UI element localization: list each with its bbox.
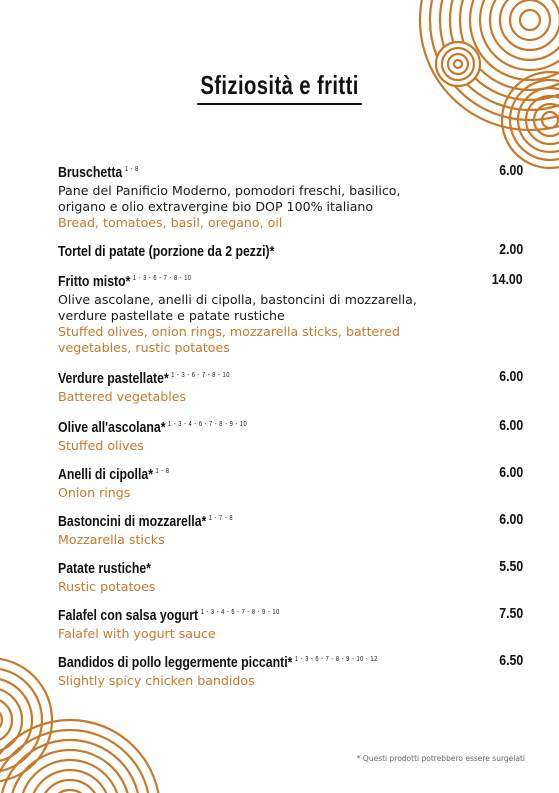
item-price: 5.50 — [499, 558, 523, 575]
item-name: Bandidos di pollo leggermente piccanti* $^{1 - 3 - 6 - 7 - 8 - 9 - 10 - 12}$ — [58, 654, 378, 671]
item-allergens: 1 - 8 — [155, 468, 170, 475]
item-translation: Falafel with yogurt sauce — [58, 626, 216, 641]
item-name: Bruschetta $^{1 - 8}$ — [58, 164, 139, 181]
item-translation: Bread, tomatoes, basil, oregano, oil — [58, 215, 283, 230]
page-title: Sfiziosità e fritti — [0, 70, 559, 105]
item-name: Patate rustiche* — [58, 560, 151, 577]
item-translation: Onion rings — [58, 485, 131, 500]
item-price: 6.00 — [499, 368, 523, 385]
item-allergens: 1 - 3 - 4 - 6 - 7 - 8 - 9 - 10 — [167, 421, 248, 428]
item-description: origano e olio extravergine bio DOP 100% italiano — [58, 199, 374, 214]
item-translation: Stuffed olives, onion rings, mozzarella sticks, battered — [58, 324, 400, 339]
item-description: Pane del Panificio Moderno, pomodori freschi, basilico, — [58, 183, 401, 198]
item-name: Falafel con salsa yogurt $^{1 - 3 - 4 - 6 - 7 - 8 - 9 - 10}$ — [58, 607, 280, 624]
item-allergens: 1 - 3 - 6 - 7 - 8 - 9 - 10 - 12 — [294, 656, 378, 663]
menu-list — [58, 162, 523, 689]
menu-item — [58, 511, 523, 548]
item-allergens: 1 - 3 - 6 - 7 - 8 - 10 — [132, 275, 192, 282]
footnote: * Questi prodotti potrebbero essere surgelati — [356, 754, 525, 763]
menu-item — [58, 652, 523, 689]
item-price: 6.00 — [499, 162, 523, 179]
item-price: 6.00 — [499, 464, 523, 481]
item-allergens: 1 - 8 — [124, 166, 139, 173]
item-price: 2.00 — [499, 241, 523, 258]
item-allergens: 1 - 3 - 4 - 6 - 7 - 8 - 9 - 10 — [200, 609, 280, 616]
item-translation: Stuffed olives — [58, 438, 144, 453]
menu-item — [58, 605, 523, 642]
menu-item — [58, 464, 523, 501]
item-price: 6.00 — [499, 511, 523, 528]
item-translation: vegetables, rustic potatoes — [58, 340, 230, 355]
item-translation: Rustic potatoes — [58, 579, 156, 594]
item-description: verdure pastellate e patate rustiche — [58, 308, 285, 323]
item-translation: Slightly spicy chicken bandidos — [58, 673, 255, 688]
item-name: Tortel di patate (porzione da 2 pezzi)* — [58, 243, 275, 260]
menu-item — [58, 162, 523, 231]
item-name: Fritto misto* $^{1 - 3 - 6 - 7 - 8 - 10}$ — [58, 273, 192, 290]
item-allergens: 1 - 3 - 6 - 7 - 8 - 10 — [171, 372, 230, 379]
menu-item — [58, 241, 523, 262]
item-price: 6.00 — [499, 417, 523, 434]
item-price: 6.50 — [499, 652, 523, 669]
item-price: 7.50 — [499, 605, 523, 622]
item-name: Anelli di cipolla* $^{1 - 8}$ — [58, 466, 170, 483]
menu-item — [58, 558, 523, 595]
item-translation: Mozzarella sticks — [58, 532, 165, 547]
item-description: Olive ascolane, anelli di cipolla, bastoncini di mozzarella, — [58, 292, 417, 307]
menu-item — [58, 417, 523, 454]
item-price: 14.00 — [492, 271, 523, 288]
item-name: Verdure pastellate* $^{1 - 3 - 6 - 7 - 8 - 10}$ — [58, 370, 230, 387]
menu-item — [58, 271, 523, 356]
menu-item — [58, 368, 523, 405]
item-name: Olive all'ascolana* $^{1 - 3 - 4 - 6 - 7 - 8 - 9 - 10}$ — [58, 419, 248, 436]
item-translation: Battered vegetables — [58, 389, 187, 404]
item-allergens: 1 - 7 - 8 — [208, 515, 234, 522]
item-name: Bastoncini di mozzarella* $^{1 - 7 - 8}$ — [58, 513, 234, 530]
